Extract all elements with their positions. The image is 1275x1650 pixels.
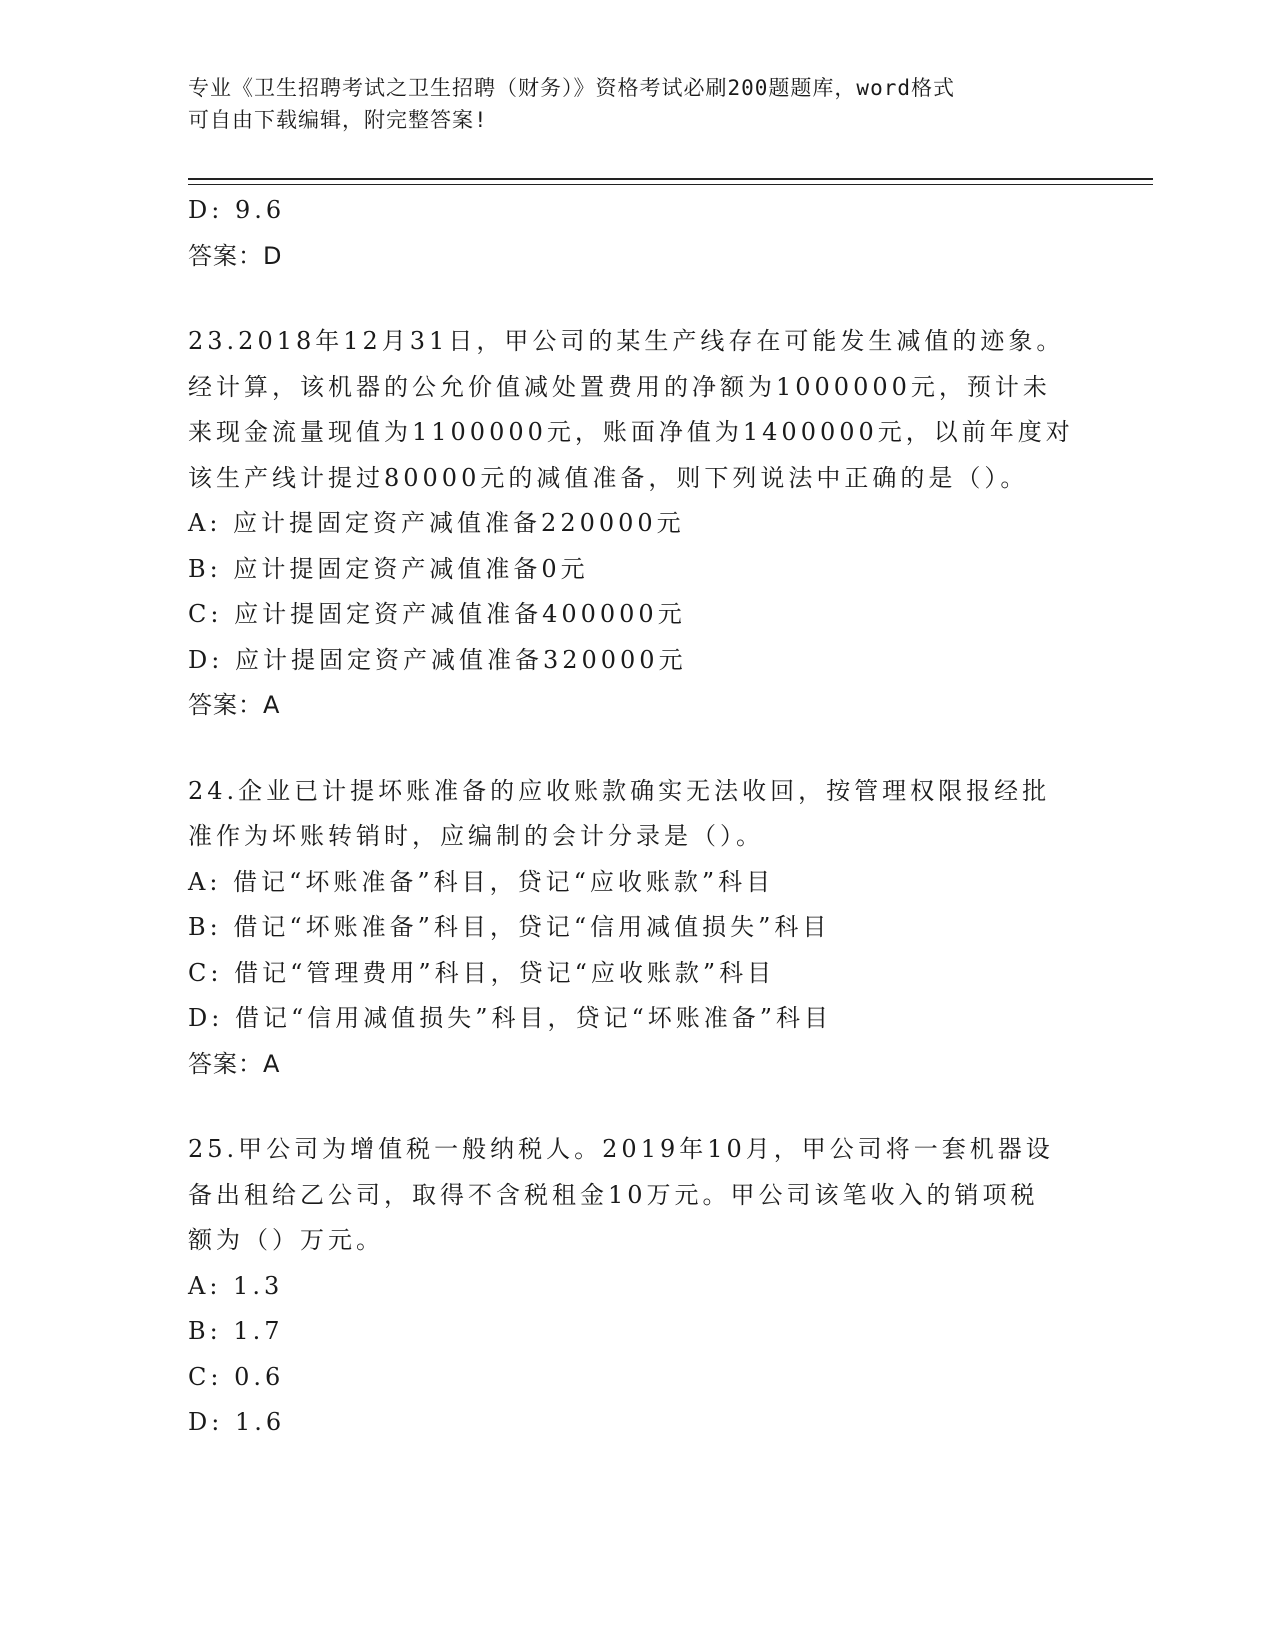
option-b: B: 1.7 [188,1317,284,1345]
question-text-line: 该生产线计提过80000元的减值准备，则下列说法中正确的是（）。 [188,463,1029,492]
document-header [188,72,1088,136]
option-c: C: 借记“管理费用”科目，贷记“应收账款”科目 [188,958,776,987]
question-text-line: 经计算，该机器的公允价值减处置费用的净额为1000000元，预计未 [188,372,1051,401]
question-text-line: 23.2018年12月31日，甲公司的某生产线存在可能发生减值的迹象。 [188,327,1065,355]
question-23 [188,319,1088,729]
previous-question-tail [188,188,1088,279]
question-text-line: 准作为坏账转销时，应编制的会计分录是（）。 [188,822,764,850]
question-text-line: 额为（）万元。 [188,1226,384,1254]
answer: 答案：D [188,241,283,270]
option-d: D: 1.6 [188,1408,286,1436]
question-text-line: 备出租给乙公司，取得不含税租金10万元。甲公司该笔收入的销项税 [188,1180,1039,1209]
option-d: D: 应计提固定资产减值准备320000元 [188,645,687,674]
question-25 [188,1127,1088,1446]
question-text-line: 24.企业已计提坏账准备的应收账款确实无法收回，按管理权限报经批 [188,776,1051,805]
header-line-1: 专业《卫生招聘考试之卫生招聘（财务）》资格考试必刷200题题库，word格式 [188,76,955,100]
option-b: B: 借记“坏账准备”科目，贷记“信用减值损失”科目 [188,913,831,941]
option-a: A: 借记“坏账准备”科目，贷记“应收账款”科目 [188,867,775,896]
header-line-2: 可自由下载编辑，附完整答案! [188,108,488,132]
option-d: D: 9.6 [188,196,286,224]
option-d: D: 借记“信用减值损失”科目，贷记“坏账准备”科目 [188,1004,833,1032]
option-b: B: 应计提固定资产减值准备0元 [188,554,589,583]
option-c: C: 应计提固定资产减值准备400000元 [188,600,686,628]
option-c: C: 0.6 [188,1362,285,1391]
question-list [188,188,1088,1446]
answer: 答案：A [188,691,281,719]
header-divider [188,178,1153,185]
question-text-line: 25.甲公司为增值税一般纳税人。2019年10月，甲公司将一套机器设 [188,1135,1054,1163]
question-24 [188,769,1088,1088]
question-text-line: 来现金流量现值为1100000元，账面净值为1400000元，以前年度对 [188,418,1074,446]
answer: 答案：A [188,1049,281,1078]
option-a: A: 应计提固定资产减值准备220000元 [188,509,685,537]
option-a: A: 1.3 [188,1271,284,1300]
